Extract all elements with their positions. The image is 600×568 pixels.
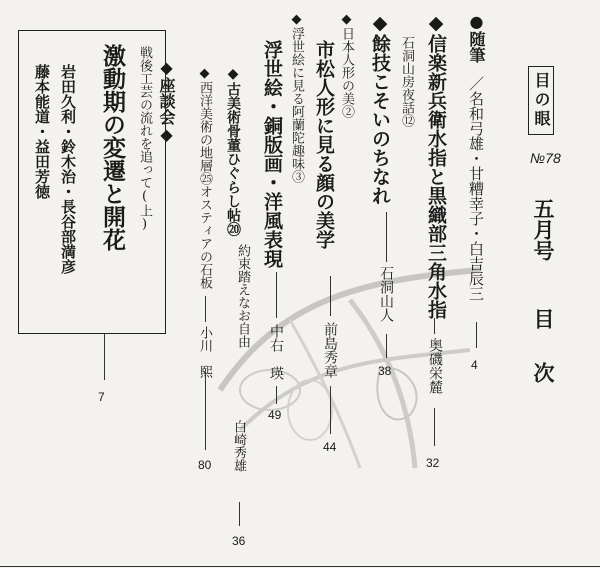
- slash-divider: ／: [467, 76, 485, 91]
- leader-line: [239, 502, 240, 526]
- entry-title: ◆餘技こそいのちなれ: [369, 12, 391, 205]
- diamond-icon: ◆: [157, 58, 176, 77]
- entry-title: ◆信楽新兵衛水指と黒織部三角水指: [425, 12, 447, 319]
- leader-line: [276, 386, 277, 404]
- magazine-title: 目の眼: [528, 66, 554, 135]
- leader-line: [276, 272, 277, 318]
- page-number: 4: [471, 358, 478, 372]
- entry-title: 浮世絵・銅版画・洋風表現: [261, 40, 283, 268]
- entry-series: 石洞山房夜話⑫: [399, 36, 414, 127]
- entry-title: 市松人形に見る顔の美学: [313, 40, 335, 249]
- diamond-icon: ◆: [225, 66, 241, 82]
- entry-author: 中右 瑛: [268, 324, 284, 380]
- entry-author: 奥磯栄麓: [427, 338, 443, 394]
- contents-heading: 目 次: [531, 308, 555, 389]
- entry-title: ◆西洋美術の地層㉕オスティアの石板: [197, 66, 212, 289]
- entry-authors: ／名和弓雄・甘糟幸子・白吉辰三: [467, 76, 485, 301]
- entry-author: 石洞山人: [378, 266, 394, 322]
- entry-series: ◆浮世絵に見る阿蘭陀趣味③: [289, 12, 304, 183]
- entry-title: ●随筆: [467, 12, 486, 63]
- issue-month: 五月号: [531, 198, 555, 261]
- issue-number: №78: [530, 150, 561, 166]
- leader-line: [330, 276, 331, 316]
- participants-line-2: 藤本能道・益田芳徳: [33, 64, 51, 199]
- leader-line: [434, 318, 435, 334]
- diamond-icon: ◆: [289, 12, 304, 27]
- page-number: 49: [268, 408, 282, 422]
- bottom-rule: [0, 566, 600, 567]
- entry-author: 前島秀章: [322, 322, 338, 378]
- zadankai-label: ◆座談会◆: [157, 58, 176, 144]
- leader-line: [330, 386, 331, 434]
- page-number: 38: [378, 364, 392, 378]
- entry-author: 白崎秀雄: [231, 420, 246, 472]
- page-number: 32: [426, 456, 440, 470]
- diamond-icon: ◆: [425, 12, 447, 34]
- entry-author: 小川 熙: [197, 326, 212, 378]
- entry-series: ◆日本人形の美②: [339, 12, 354, 118]
- diamond-icon: ◆: [339, 12, 354, 27]
- entry-title: 激動期の変遷と開花: [99, 44, 125, 251]
- page-number: 44: [323, 440, 337, 454]
- entry-series: 戦後工芸の流れを追って(上): [137, 46, 152, 232]
- page-number: 80: [198, 458, 212, 472]
- page-number: 36: [232, 534, 246, 548]
- leader-line: [476, 322, 477, 348]
- bullet-icon: ●: [467, 12, 486, 31]
- diamond-icon: ◆: [197, 66, 212, 81]
- participants-line-1: 岩田久利・鈴木治・長谷部満彦: [59, 64, 77, 274]
- leader-line: [386, 212, 387, 262]
- leader-line: [434, 408, 435, 446]
- diamond-icon: ◆: [157, 125, 176, 144]
- entry-title: ◆古美術骨董ひぐらし帖⑳: [225, 66, 241, 236]
- page-number: 7: [98, 390, 105, 404]
- leader-line: [205, 372, 206, 450]
- leader-line: [205, 296, 206, 322]
- leader-line: [386, 334, 387, 358]
- leader-line: [104, 334, 105, 380]
- entry-subtitle: 約束踏えなお自由: [235, 244, 250, 348]
- diamond-icon: ◆: [369, 12, 391, 34]
